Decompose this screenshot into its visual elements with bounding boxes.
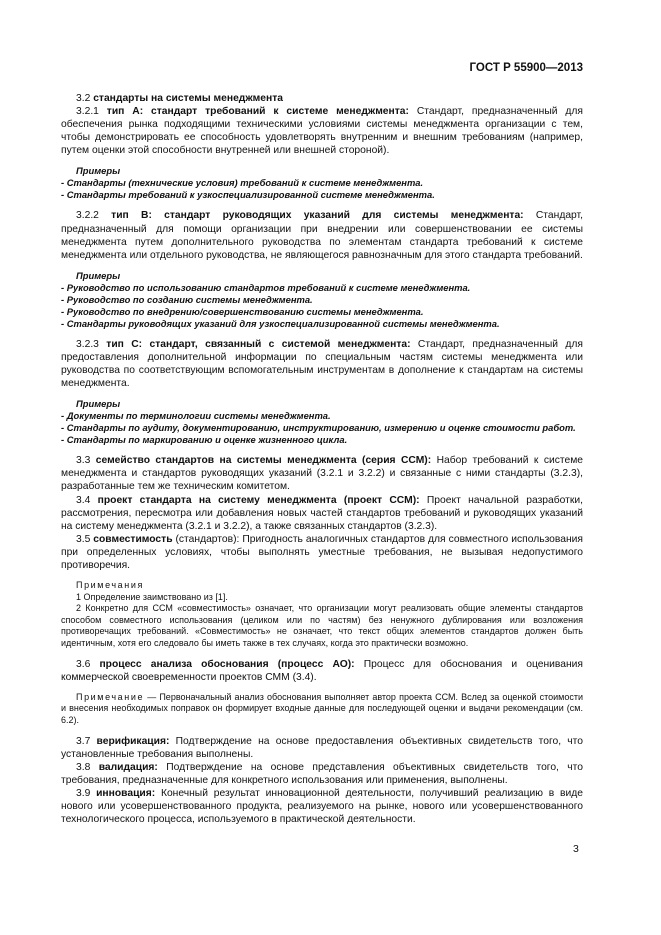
section-3-4: 3.4 проект стандарта на систему менеджмента (проект ССМ): Проект начальной разработки, рассмотрения, пересмотра или добавления новых частей стандартов требований и руководящих указаний на систему менеджмента (3.2.1 и 3.2.2), а также связанных стандартов (3.2.3). xyxy=(61,494,583,532)
term: валидация: xyxy=(98,761,158,773)
notes-title: Примечания xyxy=(76,580,144,591)
example-item: - Стандарты требований к узкоспециализированной системе менеджмента. xyxy=(61,189,435,201)
examples-title: Примеры xyxy=(76,165,121,177)
section-3-5: 3.5 совместимость (стандартов): Пригодность аналогичных стандартов для совместного использования при определенных условиях, чтобы выполнять уместные требования, не вызывая недопустимого противоречия. xyxy=(61,533,583,571)
example-item: - Стандарты по аудиту, документированию, инструктированию, измерению и оценке стоимости работ. xyxy=(61,422,576,434)
term: совместимость xyxy=(93,533,173,545)
note: Примечание — Первоначальный анализ обоснования выполняет автор проекта ССМ. Вслед за оценкой стоимости и внесения необходимых поправок он формирует входные данные для последующей оценки и выдачи рекомендации (см. 6.2). xyxy=(61,691,583,725)
note-item: 2 Конкретно для ССМ «совместимость» означает, что организации могут реализовать общие элементы стандартов способом совместного использования (целиком или по частям) без ненужного дублирования или возложения противоречащих требований. «Совместимость» не означает, что текст общих элементов стандартов должен быть идентичным, хотя его следовало бы иметь также в тех случаях, когда это практически возможно. xyxy=(61,603,583,649)
section-3-2-3: 3.2.3 тип С: стандарт, связанный с системой менеджмента: Стандарт, предназначенный для предоставления дополнительной информации по специальным частям системы менеджмента или руководства по соответствующим вспомогательным инструментам в дополнение к стандартам на системы менеджмента. xyxy=(61,338,583,390)
section-3-2: 3.2 стандарты на системы менеджмента xyxy=(76,93,283,104)
term: семейство стандартов на системы менеджмента (серия ССМ): xyxy=(95,455,432,467)
example-item: - Руководство по созданию системы менеджмента. xyxy=(61,293,313,305)
section-3-2-2: 3.2.2 тип В: стандарт руководящих указаний для системы менеджмента: Стандарт, предназначенный для помощи организации при внедрении или совершенствовании ее системы менеджмента путем дополнительного руководства по элементам стандарта требований к системе менеджмента или отдельного руководства, не являющегося равнозначным для этого стандарта требований. xyxy=(61,210,583,261)
section-3-7: 3.7 верификация: Подтверждение на основе предоставления объективных свидетельств того, что установленные требования выполнены. xyxy=(61,735,583,760)
example-item: - Стандарты по маркированию и оценке жизненного цикла. xyxy=(61,434,348,446)
term: стандарты на системы менеджмента xyxy=(93,93,283,104)
term: инновация: xyxy=(96,787,156,799)
example-item: - Руководство по использованию стандартов требований к системе менеджмента. xyxy=(61,281,471,293)
section-3-8: 3.8 валидация: Подтверждение на основе представления объективных свидетельств того, что требования, предназначенные для конкретного использования или применения, выполнены. xyxy=(61,761,583,786)
note-item: 1 Определение заимствовано из [1]. xyxy=(76,591,228,602)
section-3-6: 3.6 процесс анализа обоснования (процесс АО): Процесс для обоснования и оценивания коммерческой своевременности проектов СММ (3.4). xyxy=(61,658,583,683)
examples-title: Примеры xyxy=(76,398,121,410)
term: верификация: xyxy=(96,735,170,747)
term: тип С: стандарт, связанный с системой менеджмента: xyxy=(106,338,411,350)
example-item: - Стандарты руководящих указаний для узкоспециализированной системы менеджмента. xyxy=(61,317,500,329)
section-3-2-1: 3.2.1 тип А: стандарт требований к системе менеджмента: Стандарт, предназначенный для обеспечения рынка подходящими техническими условиями системы менеджмента организации с тем, чтобы демонстрировать ее способность удовлетворять внутренним и внешним требованиям (например, путем оценки этой способности внутренней или внешней стороной). xyxy=(61,106,583,157)
term: проект стандарта на систему менеджмента (проект ССМ): xyxy=(97,494,420,506)
section-3-3: 3.3 семейство стандартов на системы менеджмента (серия ССМ): Набор требований к системе менеджмента и стандартов руководящих указаний (3.2.1 и 3.2.2) и связанные с ними стандарты (3.2.3), разработанные тем же техническим комитетом. xyxy=(61,455,583,493)
term: тип А: стандарт требований к системе менеджмента: xyxy=(106,106,409,118)
example-item: - Стандарты (технические условия) требований к системе менеджмента. xyxy=(61,177,424,189)
example-item: - Документы по терминологии системы менеджмента. xyxy=(61,410,331,422)
section-3-9: 3.9 инновация: Конечный результат инновационной деятельности, получивший реализацию в виде нового или усовершенствованного продукта, реализуемого на рынке, нового или усовершенствованного технологического процесса, используемого в практической деятельности. xyxy=(61,787,583,826)
term: тип В: стандарт руководящих указаний для системы менеджмента: xyxy=(111,210,524,222)
example-item: - Руководство по внедрению/совершенствованию системы менеджмента. xyxy=(61,305,424,317)
page-number: 3 xyxy=(573,843,579,855)
document-id: ГОСТ Р 55900—2013 xyxy=(469,62,583,74)
term: процесс анализа обоснования (процесс АО): xyxy=(99,658,355,670)
examples-title: Примеры xyxy=(76,269,121,281)
page-body xyxy=(61,92,583,826)
